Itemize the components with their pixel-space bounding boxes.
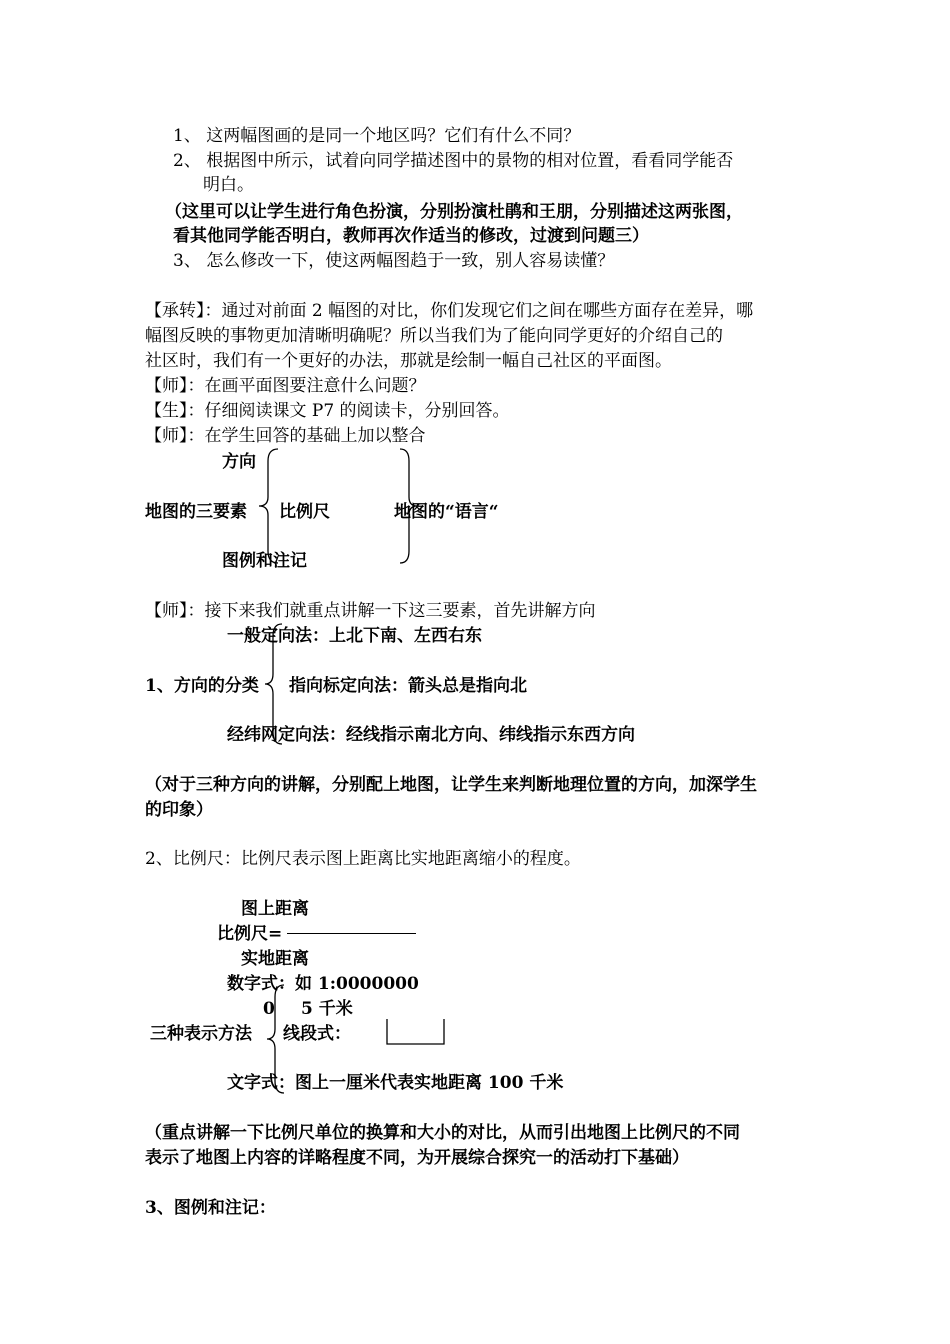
note-direction: （对于三种方向的讲解，分别配上地图，让学生来判断地理位置的方向，加深学生 (145, 775, 757, 795)
note-scale-cont: 表示了地图上内容的详略程度不同，为开展综合探究一的活动打下基础） (145, 1148, 689, 1168)
element-legend: 图例和注记 (222, 551, 307, 571)
note-direction-cont: 的印象） (145, 800, 213, 820)
question-1: 1、 这两幅图画的是同一个地区吗？它们有什么不同？ (173, 126, 581, 146)
question-2-cont: 明白。 (203, 175, 254, 195)
note-roleplay-cont: 看其他同学能否明白，教师再次作适当的修改，过渡到问题三） (173, 226, 649, 246)
direction-general: 一般定向法：上北下南、左西右东 (227, 626, 482, 646)
scale-text: 文字式：图上一厘米代表实地距离 100 千米 (227, 1073, 564, 1093)
scale-km: 5 千米 (301, 999, 353, 1019)
left-brace-elements (256, 447, 280, 565)
question-2: 2、 根据图中所示，试着向同学描述图中的景物的相对位置，看看同学能否 (173, 151, 734, 171)
transition-line-2: 幅图反映的事物更加清晰明确呢？所以当我们为了能向同学更好的介绍自己的 (145, 326, 723, 346)
transition-line-3: 社区时，我们有一个更好的办法，那就是绘制一幅自己社区的平面图。 (145, 351, 672, 371)
direction-graticule: 经纬网定向法：经线指示南北方向、纬线指示东西方向 (227, 725, 635, 745)
element-scale: 比例尺 (279, 502, 330, 522)
map-language-label: 地图的“语言“ (394, 502, 499, 522)
formula-lhs: 比例尺= (217, 924, 283, 944)
formula-denominator: 实地距离 (241, 949, 309, 969)
teacher-question: 【师】：在画平面图要注意什么问题？ (145, 376, 426, 396)
transition-line-1: 【承转】：通过对前面 2 幅图的对比，你们发现它们之间在哪些方面存在差异，哪 (145, 301, 754, 321)
line-scale-bar (384, 1017, 448, 1047)
teacher-summary: 【师】：在学生回答的基础上加以整合 (145, 426, 426, 446)
direction-compass: 指向标定向法：箭头总是指向北 (289, 676, 527, 696)
question-3: 3、 怎么修改一下，使这两幅图趋于一致，别人容易读懂？ (173, 251, 615, 271)
direction-label: 1、方向的分类 (145, 676, 259, 696)
teacher-direction-intro: 【师】：接下来我们就重点讲解一下这三要素，首先讲解方向 (145, 601, 596, 621)
note-roleplay: （这里可以让学生进行角色扮演，分别扮演杜鹃和王朋，分别描述这两张图， (165, 202, 743, 222)
scale-definition: 2、比例尺：比例尺表示图上距离比实地距离缩小的程度。 (145, 849, 581, 869)
formula-numerator: 图上距离 (241, 899, 309, 919)
legend-heading: 3、图例和注记： (145, 1198, 276, 1218)
note-scale: （重点讲解一下比例尺单位的换算和大小的对比，从而引出地图上比例尺的不同 (145, 1123, 740, 1143)
scale-numeric: 数字式：如 1:0000000 (227, 974, 419, 994)
elements-label: 地图的三要素 (145, 502, 247, 522)
scale-methods-label: 三种表示方法 (150, 1024, 252, 1044)
scale-line-label: 线段式： (283, 1024, 351, 1044)
student-answer: 【生】：仔细阅读课文 P7 的阅读卡，分别回答。 (145, 401, 510, 421)
element-direction: 方向 (222, 452, 256, 472)
scale-zero: 0 (263, 999, 275, 1019)
fraction-bar (287, 933, 416, 934)
